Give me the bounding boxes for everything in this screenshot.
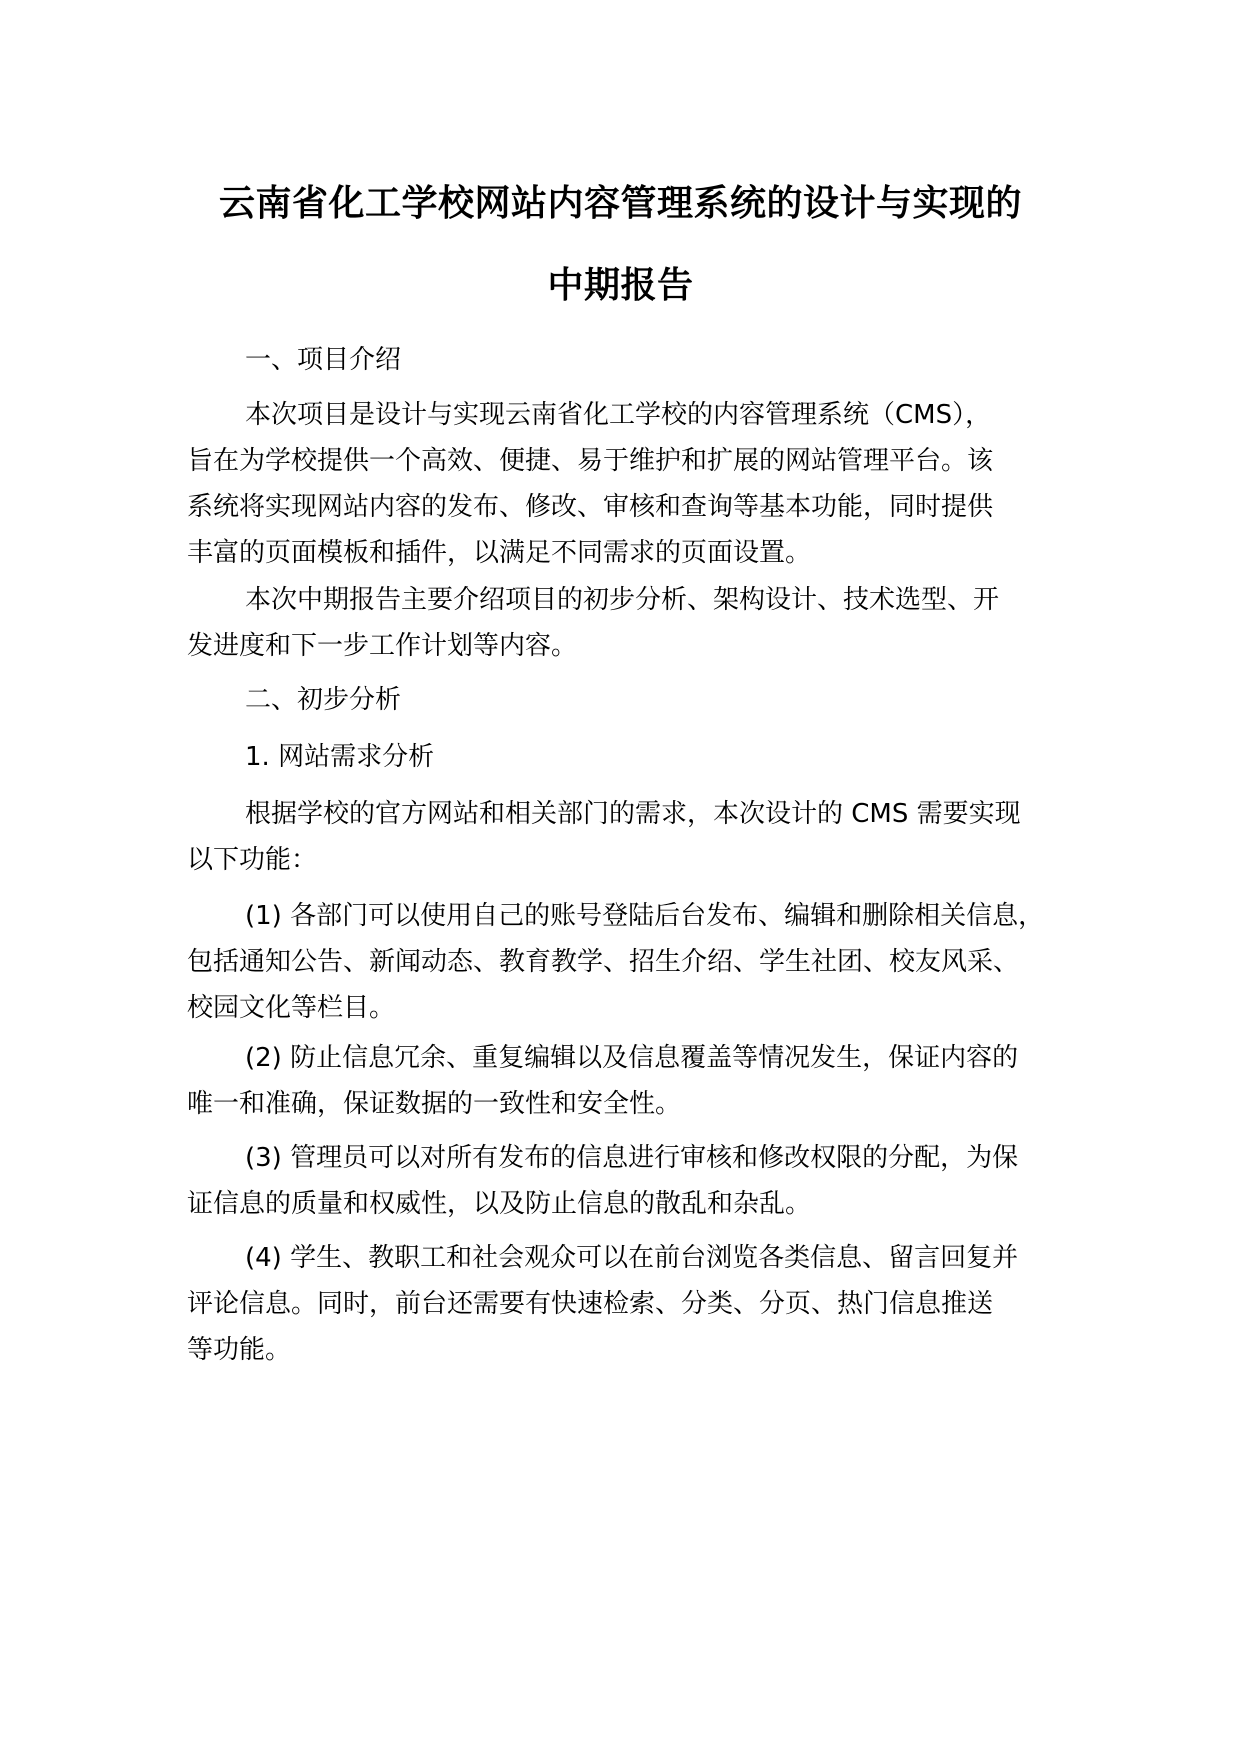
requirement-item-1 [187, 893, 1087, 1031]
subsection-heading-requirements: 1. 网站需求分析 [245, 742, 435, 772]
paragraph-line: 发进度和下一步工作计划等内容。 [187, 631, 578, 661]
paragraph-line: 丰富的页面模板和插件，以满足不同需求的页面设置。 [187, 538, 812, 568]
section-heading-intro: 一、项目介绍 [245, 345, 402, 375]
paragraph-line: 证信息的质量和权威性，以及防止信息的散乱和杂乱。 [187, 1189, 812, 1219]
section-heading-analysis: 二、初步分析 [245, 685, 402, 715]
paragraph-line: 本次中期报告主要介绍项目的初步分析、架构设计、技术选型、开 [245, 585, 1000, 615]
paragraph-line: (1) 各部门可以使用自己的账号登陆后台发布、编辑和删除相关信息， [245, 901, 1045, 931]
paragraph-requirements-intro [187, 791, 1087, 883]
paragraph-line: 等功能。 [187, 1335, 292, 1365]
paragraph-line: (3) 管理员可以对所有发布的信息进行审核和修改权限的分配，为保 [245, 1143, 1019, 1173]
document-title-line-2: 中期报告 [547, 265, 694, 306]
paragraph-line: 系统将实现网站内容的发布、修改、审核和查询等基本功能，同时提供 [187, 492, 994, 522]
paragraph-line: 以下功能： [187, 845, 318, 875]
paragraph-line: 唯一和准确，保证数据的一致性和安全性。 [187, 1089, 682, 1119]
paragraph-line: (4) 学生、教职工和社会观众可以在前台浏览各类信息、留言回复并 [245, 1243, 1019, 1273]
requirement-item-2 [187, 1035, 1087, 1127]
requirement-item-4 [187, 1235, 1087, 1373]
paragraph-line: 旨在为学校提供一个高效、便捷、易于维护和扩展的网站管理平台。该 [187, 446, 994, 476]
paragraph-line: 包括通知公告、新闻动态、教育教学、招生介绍、学生社团、校友风采、 [187, 947, 1020, 977]
paragraph-line: 根据学校的官方网站和相关部门的需求，本次设计的 CMS 需要实现 [245, 799, 1021, 829]
paragraph-line: 本次项目是设计与实现云南省化工学校的内容管理系统（CMS）， [245, 400, 992, 430]
document-title-line-1: 云南省化工学校网站内容管理系统的设计与实现的 [218, 183, 1022, 224]
paragraph-line: 评论信息。同时，前台还需要有快速检索、分类、分页、热门信息推送 [187, 1289, 994, 1319]
requirement-item-3 [187, 1135, 1087, 1227]
paragraph-line: (2) 防止信息冗余、重复编辑以及信息覆盖等情况发生，保证内容的 [245, 1043, 1019, 1073]
paragraph-line: 校园文化等栏目。 [187, 993, 396, 1023]
paragraph-project-intro [187, 392, 1087, 576]
paragraph-report-scope [187, 577, 1087, 669]
